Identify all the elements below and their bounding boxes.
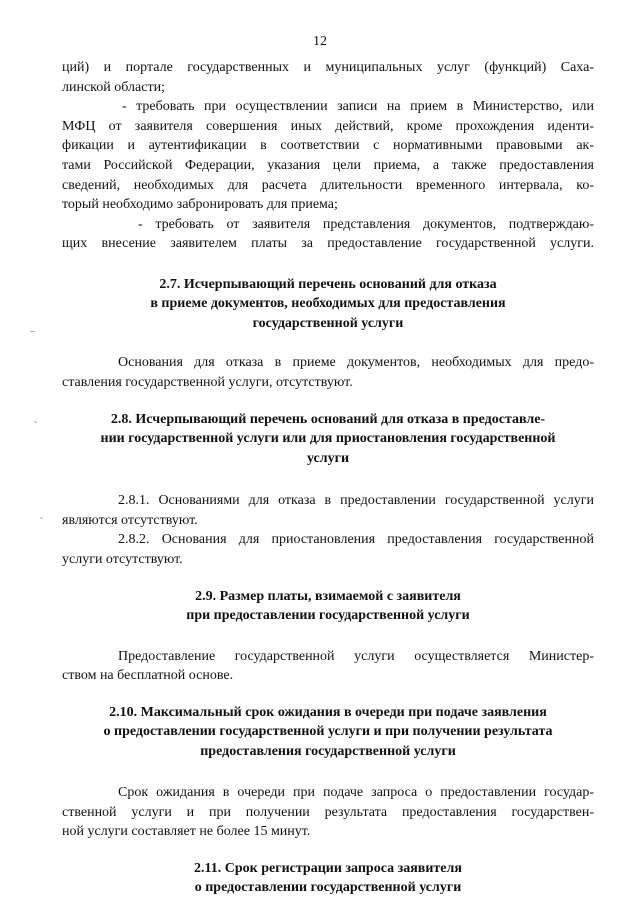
text-line: тами Российской Федерации, указания цели приема, а также предоставления (62, 157, 594, 173)
section-body-2-9 (62, 647, 594, 686)
heading-line: государственной услуги (252, 315, 404, 331)
text-line: ством на бесплатной основе. (62, 668, 234, 684)
margin-mark: ˜ (34, 420, 37, 430)
section-body-2-7 (62, 353, 594, 392)
heading-line: 2.7. Исчерпывающий перечень оснований для отказа (159, 276, 497, 292)
text-line: ственной услуги и при получении результата предоставления государствен- (62, 804, 594, 820)
heading-line: в приеме документов, необходимых для предоставления (150, 296, 506, 312)
section-heading-2-9 (62, 587, 594, 626)
heading-line: при предоставлении государственной услуги (186, 608, 470, 623)
text-line: 2.8.1. Основаниями для отказа в предоставлении государственной услуги (118, 493, 594, 509)
text-line: МФЦ от заявителя совершения иных действий, кроме прохождения иденти- (62, 118, 594, 134)
text-line: ций) и портале государственных и муниципальных услуг (функций) Саха- (62, 60, 594, 75)
heading-line: 2.8. Исчерпывающий перечень оснований для отказа в предоставле- (110, 411, 546, 427)
section-heading-2-8 (62, 410, 594, 469)
text-line: щих внесение заявителем платы за предоставление государственной услуги. (62, 236, 594, 252)
text-line: линской области; (62, 79, 165, 95)
heading-line: услуги (306, 450, 350, 466)
text-line: Срок ожидания в очереди при подаче запроса о предоставлении государ- (118, 785, 594, 801)
section-heading-2-10 (62, 703, 594, 762)
text-line: - требовать от заявителя представления документов, подтверждаю- (138, 216, 594, 232)
heading-line: 2.11. Срок регистрации запроса заявителя (194, 860, 462, 876)
text-line: - требовать при осуществлении записи на прием в Министерство, или (122, 99, 594, 115)
text-line: фикации и аутентификации в соответствии с нормативными правовыми ак- (62, 138, 594, 154)
text-line: Основания для отказа в приеме документов, необходимых для предо- (118, 355, 594, 371)
heading-line: 2.10. Максимальный срок ожидания в очереди при подаче заявления (109, 704, 547, 720)
section-heading-2-11 (62, 859, 594, 898)
margin-mark: – (30, 326, 35, 336)
text-line: услуги отсутствуют. (62, 551, 183, 567)
text-line: сведений, необходимых для расчета длительности временного интервала, ко- (62, 177, 594, 193)
page-number: 12 (313, 34, 327, 49)
text-line: торый необходимо забронировать для приема; (62, 197, 338, 213)
text-line: являются отсутствуют. (62, 512, 198, 528)
document-body (62, 58, 594, 898)
text-line: ставления государственной услуги, отсутствуют. (62, 375, 353, 391)
text-line: Предоставление государственной услуги осуществляется Министер- (118, 648, 594, 664)
section-heading-2-7 (62, 275, 594, 334)
text-line: ной услуги составляет не более 15 минут. (62, 824, 311, 840)
heading-line: 2.9. Размер платы, взимаемой с заявителя (195, 588, 461, 604)
text-line: 2.8.2. Основания для приостановления предоставления государственной (118, 532, 594, 548)
section-body-2-8 (62, 491, 594, 569)
heading-line: предоставления государственной услуги (200, 743, 456, 759)
section-body-2-10 (62, 783, 594, 842)
heading-line: нии государственной услуги или для приостановления государственной (100, 431, 556, 447)
margin-mark: ˘ (40, 516, 43, 526)
intro-paragraphs (62, 58, 594, 254)
heading-line: о предоставлении государственной услуги и при получении результата (103, 724, 553, 740)
heading-line: о предоставлении государственной услуги (194, 880, 462, 896)
